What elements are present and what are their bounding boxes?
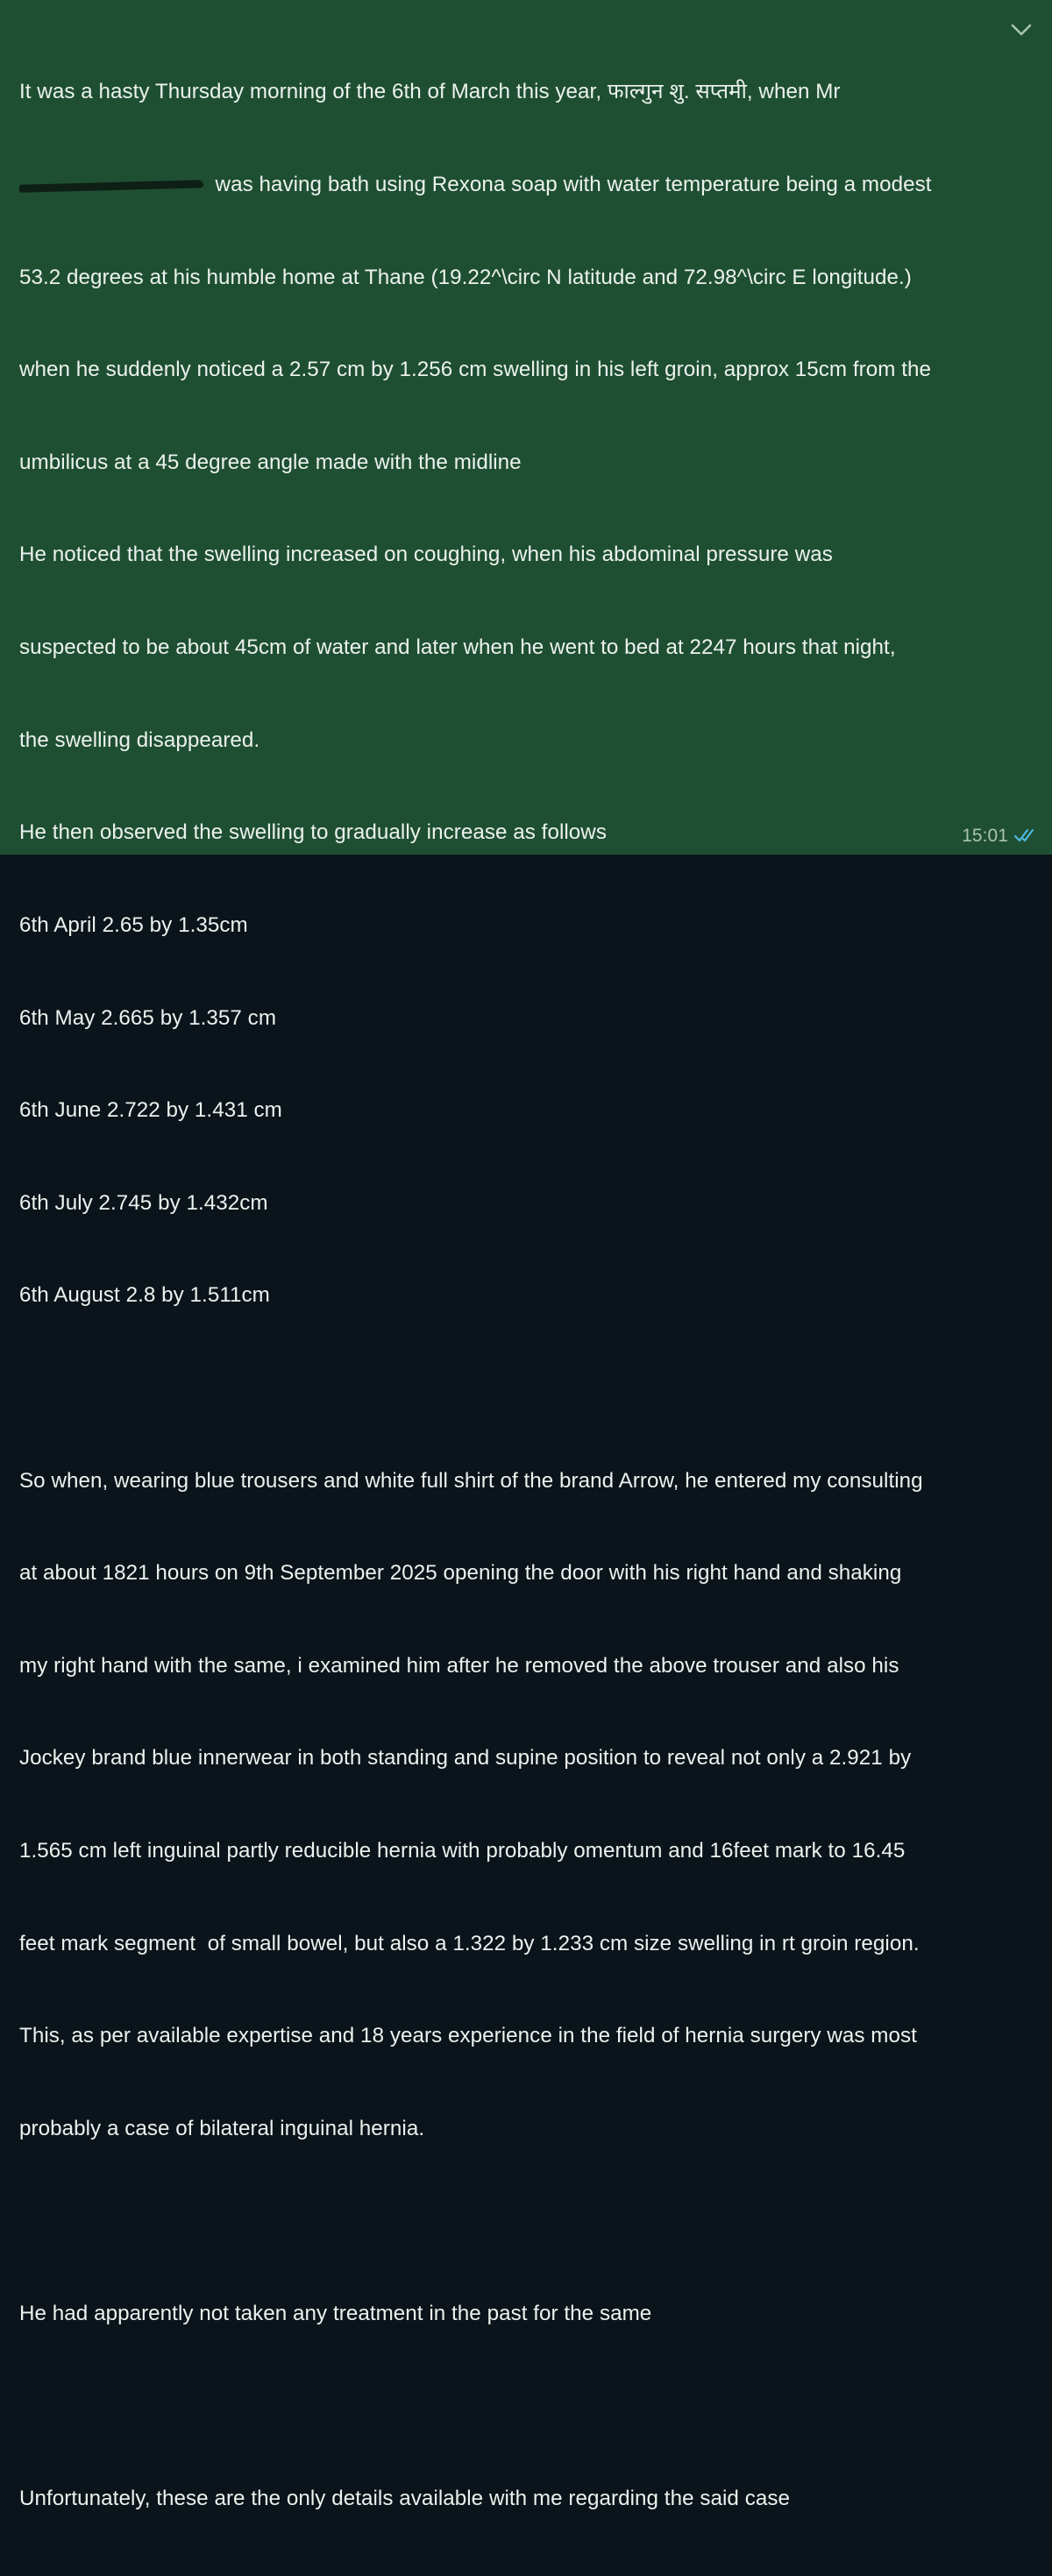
redacted-name <box>19 178 203 194</box>
message-line: probably a case of bilateral inguinal hernia. <box>19 2116 425 2140</box>
message-line: suspected to be about 45cm of water and later when he went to bed at 2247 hours that night, <box>19 635 896 660</box>
double-check-read-icon <box>1013 827 1040 844</box>
message-line: 6th April 2.65 by 1.35cm <box>19 912 248 937</box>
chevron-down-icon[interactable] <box>1010 23 1033 37</box>
message-line: when he suddenly noticed a 2.57 cm by 1.256 cm swelling in his left groin, approx 15cm from the <box>19 358 931 382</box>
message-line: He noticed that the swelling increased on coughing, when his abdominal pressure was <box>19 543 833 567</box>
message-line: my right hand with the same, i examined him after he removed the above trouser and also his <box>19 1653 899 1678</box>
message-line: was having bath using Rexona soap with water temperature being a modest <box>19 169 1047 200</box>
message-line: He then observed the swelling to gradually increase as follows <box>19 820 607 845</box>
message-line: 6th May 2.665 by 1.357 cm <box>19 1005 277 1030</box>
message-line: 6th July 2.745 by 1.432cm <box>19 1190 268 1215</box>
message-line: 6th August 2.8 by 1.511cm <box>19 1283 270 1308</box>
message-line: This, as per available expertise and 18 years experience in the field of hernia surgery was most <box>19 2024 917 2048</box>
message-line: It was a hasty Thursday morning of the 6th of March this year, फाल्गुन शु. सप्तमी, when Mr <box>19 80 841 104</box>
message-line-blank <box>19 2205 1047 2236</box>
message-line-blank <box>19 1373 1047 1403</box>
message-line: 1.565 cm left inguinal partly reducible hernia with probably omentum and 16feet mark to 16.45 <box>19 1838 906 1863</box>
message-line: So when, wearing blue trousers and white full shirt of the brand Arrow, he entered my consulting <box>19 1468 923 1493</box>
message-line: He had apparently not taken any treatment in the past for the same <box>19 2302 652 2325</box>
message-line: umbilicus at a 45 degree angle made with the midline <box>19 450 522 474</box>
message-meta <box>962 820 1040 851</box>
message-time: 15:01 <box>962 825 1008 846</box>
message-line: 53.2 degrees at his humble home at Thane (19.22^\circ N latitude and 72.98^\circ E longitude.) <box>19 265 912 289</box>
message-line: Unfortunately, these are the only details available with me regarding the said case <box>19 2487 790 2511</box>
message-line: the swelling disappeared. <box>19 727 260 752</box>
message-line: at about 1821 hours on 9th September 2025 opening the door with his right hand and shaking <box>19 1561 902 1586</box>
message-line-blank <box>19 2391 1047 2422</box>
message-line: Jockey brand blue innerwear in both standing and supine position to reveal not only a 2.921 by <box>19 1746 912 1771</box>
message-line: feet mark segment of small bowel, but also a 1.322 by 1.233 cm size swelling in rt groin region. <box>19 1931 920 1955</box>
message-text <box>19 15 1047 2576</box>
message-line: 6th June 2.722 by 1.431 cm <box>19 1098 282 1123</box>
